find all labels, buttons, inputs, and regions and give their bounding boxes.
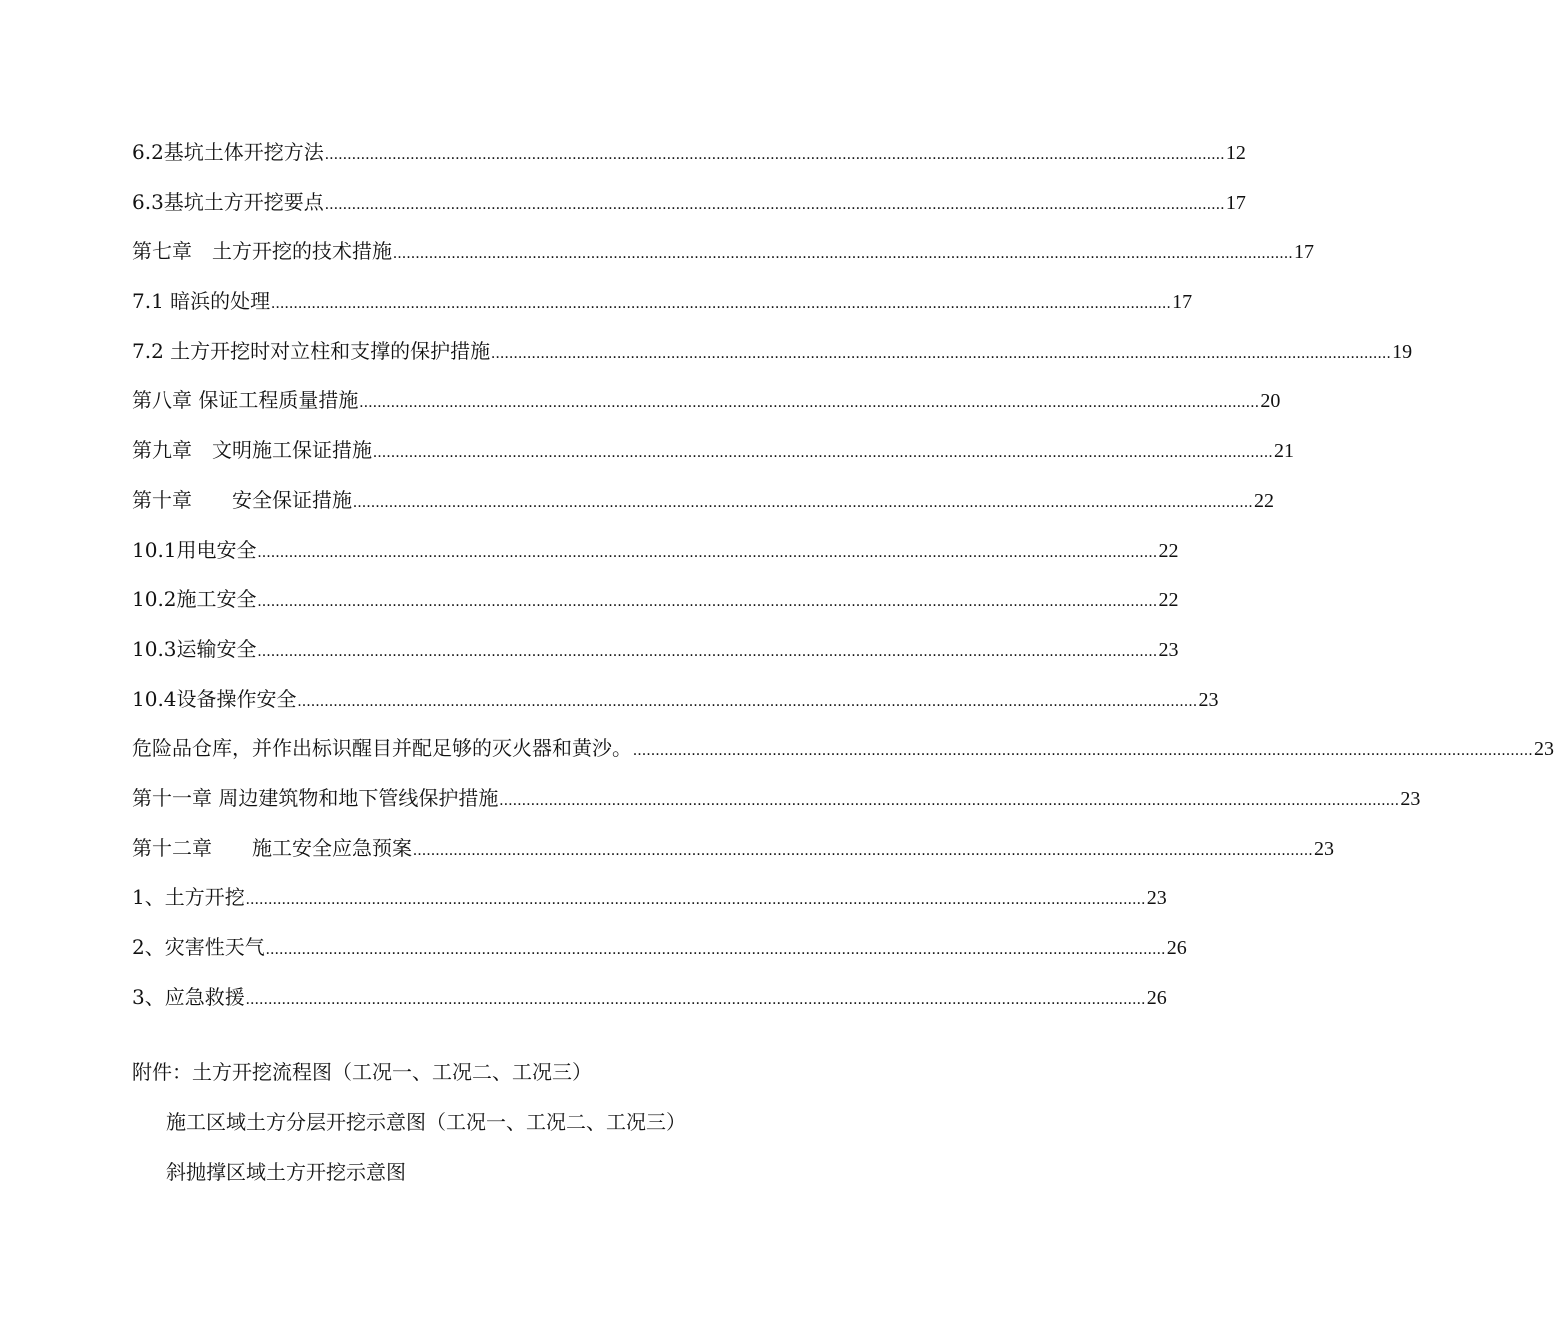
toc-dot-leader: ........................................................................................................................................................................................................ <box>257 642 1158 660</box>
toc-entry-title: 7.2 土方开挖时对立柱和支撑的保护措施 <box>132 338 491 363</box>
toc-entry-title: 6.2基坑土体开挖方法 <box>132 140 324 164</box>
toc-entry-title: 10.4设备操作安全 <box>132 686 297 711</box>
toc-page-number: 23 <box>1146 887 1167 910</box>
toc-dot-leader: ........................................................................................................................................................................................................ <box>491 344 1392 362</box>
toc-entry[interactable] <box>132 579 1179 629</box>
toc-page-number: 23 <box>1314 837 1334 860</box>
toc-page-number: 17 <box>1225 191 1246 214</box>
toc-dot-leader: ........................................................................................................................................................................................................ <box>633 742 1533 760</box>
toc-page-number: 23 <box>1534 738 1554 761</box>
toc-page-number: 26 <box>1166 937 1187 959</box>
toc-entry[interactable] <box>132 530 1179 580</box>
toc-entry[interactable] <box>132 728 1554 778</box>
toc-dot-leader: ........................................................................................................................................................................................................ <box>359 394 1260 412</box>
toc-entry[interactable] <box>132 281 1193 331</box>
table-of-contents <box>132 132 1554 1026</box>
toc-page-number: 20 <box>1260 390 1281 413</box>
toc-dot-leader: ........................................................................................................................................................................................................ <box>297 692 1198 710</box>
toc-entry[interactable] <box>132 430 1294 480</box>
toc-entry[interactable] <box>132 331 1413 381</box>
toc-page-number: 12 <box>1225 142 1246 164</box>
toc-entry[interactable] <box>132 679 1219 729</box>
toc-dot-leader: ........................................................................................................................................................................................................ <box>393 245 1293 263</box>
toc-entry-title: 10.1用电安全 <box>132 537 257 562</box>
toc-dot-leader: ........................................................................................................................................................................................................ <box>265 941 1166 958</box>
toc-entry[interactable] <box>132 778 1421 828</box>
toc-dot-leader: ........................................................................................................................................................................................................ <box>245 990 1146 1008</box>
toc-entry[interactable] <box>132 231 1314 281</box>
toc-entry-title: 3、应急救援 <box>132 984 245 1009</box>
toc-entry-title: 1、土方开挖 <box>132 885 245 910</box>
toc-entry[interactable] <box>132 380 1281 430</box>
toc-page-number: 26 <box>1146 986 1167 1009</box>
toc-entry-title: 10.3运输安全 <box>132 636 257 661</box>
toc-entry[interactable] <box>132 977 1167 1027</box>
toc-page-number: 19 <box>1392 340 1413 363</box>
toc-entry-title: 10.2施工安全 <box>132 587 257 612</box>
toc-entry[interactable] <box>132 182 1246 232</box>
toc-entry-title: 第十章 安全保证措施 <box>132 487 352 512</box>
toc-entry-title: 第十二章 施工安全应急预案 <box>132 835 412 860</box>
toc-entry-title: 第八章 保证工程质量措施 <box>132 388 359 413</box>
toc-dot-leader: ........................................................................................................................................................................................................ <box>499 791 1400 809</box>
toc-entry-title: 7.1 暗浜的处理 <box>132 289 271 314</box>
toc-page-number: 22 <box>1158 589 1179 612</box>
toc-dot-leader: ........................................................................................................................................................................................................ <box>257 543 1158 561</box>
toc-entry-title: 第十一章 周边建筑物和地下管线保护措施 <box>132 785 499 810</box>
toc-page-number: 22 <box>1254 489 1274 512</box>
toc-dot-leader: ........................................................................................................................................................................................................ <box>413 841 1313 859</box>
toc-entry-title: 第九章 文明施工保证措施 <box>132 438 372 463</box>
toc-page-number: 23 <box>1400 787 1421 810</box>
toc-entry[interactable] <box>132 629 1179 679</box>
toc-entry[interactable] <box>132 480 1274 530</box>
appendix-item: 施工区域土方分层开挖示意图（工况一、工况二、工况三） <box>166 1110 686 1134</box>
toc-dot-leader: ........................................................................................................................................................................................................ <box>257 593 1158 611</box>
toc-dot-leader: ........................................................................................................................................................................................................ <box>271 295 1172 313</box>
toc-entry[interactable] <box>132 927 1187 977</box>
toc-entry-title: 第七章 土方开挖的技术措施 <box>132 239 392 264</box>
toc-page-number: 22 <box>1158 539 1179 562</box>
appendix-heading-line: 附件：土方开挖流程图（工况一、工况二、工况三） <box>132 1060 592 1084</box>
toc-entry-title: 6.3基坑土方开挖要点 <box>132 189 324 214</box>
toc-page-number: 17 <box>1172 291 1193 314</box>
toc-entry[interactable] <box>132 132 1246 182</box>
toc-page-number: 17 <box>1294 241 1314 264</box>
toc-entry-title: 2、灾害性天气 <box>132 935 265 959</box>
toc-page-number: 23 <box>1198 688 1219 711</box>
appendix-list <box>132 1052 892 1202</box>
toc-entry[interactable] <box>132 877 1167 927</box>
toc-dot-leader: ........................................................................................................................................................................................................ <box>245 891 1146 909</box>
toc-dot-leader: ........................................................................................................................................................................................................ <box>353 493 1253 511</box>
toc-page-number: 21 <box>1274 440 1294 463</box>
toc-dot-leader: ........................................................................................................................................................................................................ <box>373 444 1273 462</box>
toc-entry[interactable] <box>132 828 1334 878</box>
toc-dot-leader: ........................................................................................................................................................................................................ <box>324 146 1225 163</box>
toc-entry-title: 危险品仓库，并作出标识醒目并配足够的灭火器和黄沙。 <box>132 736 632 761</box>
toc-dot-leader: ........................................................................................................................................................................................................ <box>324 195 1225 213</box>
toc-page-number: 23 <box>1158 638 1179 661</box>
appendix-item: 斜抛撑区域土方开挖示意图 <box>166 1160 406 1184</box>
